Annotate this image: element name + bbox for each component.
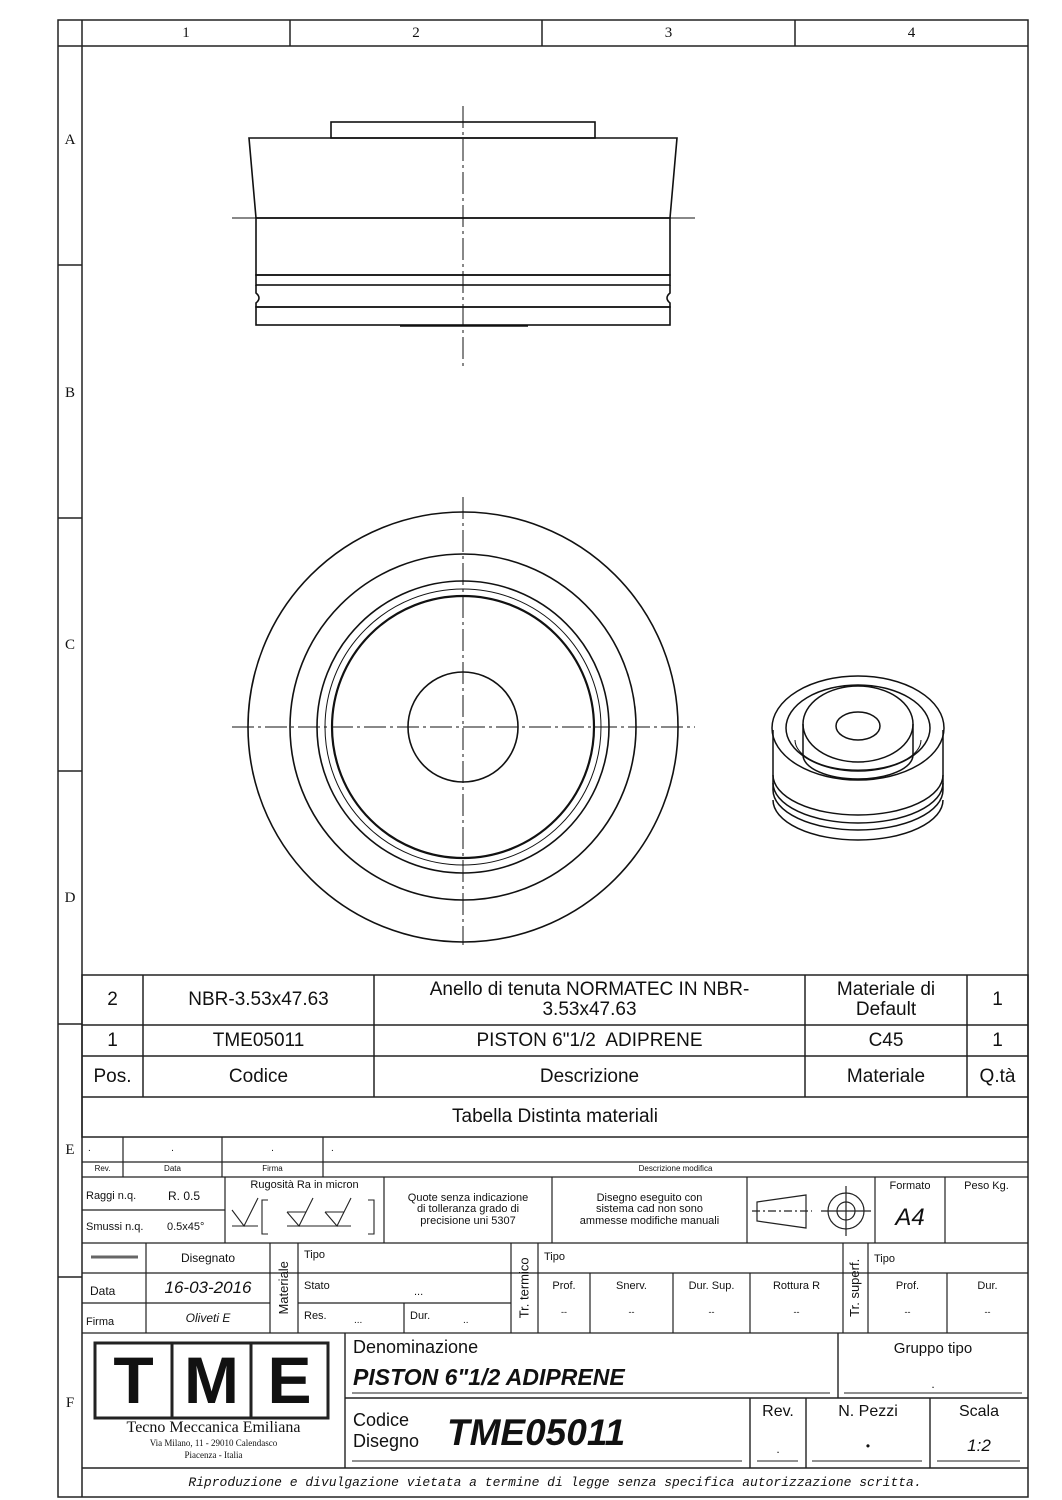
codice-label-2: Disegno <box>353 1431 420 1451</box>
bom-header-qty: Q.tà <box>979 1065 1016 1087</box>
quote-note-line3: precisione uni 5307 <box>420 1214 516 1227</box>
rev-label: Rev. <box>762 1402 794 1420</box>
scala-label: Scala <box>958 1402 1000 1420</box>
revision-desc-value: . <box>331 1143 334 1155</box>
bom-row-2-desc-line1: Anello di tenuta NORMATEC IN NBR- <box>429 979 750 1001</box>
bom-row-2-qty: 1 <box>992 989 1003 1011</box>
bom-row-1-material: C45 <box>868 1029 904 1051</box>
materiale-label-cell <box>270 1243 298 1333</box>
res-label: Res. <box>304 1310 327 1322</box>
superf-label-cell <box>843 1243 868 1333</box>
termico-rottura-label: Rottura R <box>772 1280 821 1293</box>
zone-row-f: F <box>65 1394 75 1411</box>
bom-row-2-material <box>805 975 967 1025</box>
tipo-label: Tipo <box>304 1249 325 1261</box>
peso-label: Peso Kg. <box>964 1180 1009 1193</box>
bom-title: Tabella Distinta materiali <box>452 1106 658 1128</box>
cad-note <box>552 1180 747 1240</box>
dur-label: Dur. <box>410 1310 431 1322</box>
bom-header-code: Codice <box>228 1065 289 1087</box>
bom-header-pos: Pos. <box>93 1065 132 1087</box>
stato-label: Stato <box>304 1280 330 1292</box>
npezzi-label: N. Pezzi <box>838 1402 898 1420</box>
bom-header-desc: Descrizione <box>539 1065 640 1087</box>
roughness-symbols <box>232 1198 374 1234</box>
zone-row-c: C <box>64 636 75 653</box>
zone-col-1: 1 <box>182 24 190 41</box>
termico-dursup-label: Dur. Sup. <box>688 1280 735 1293</box>
cad-note-line1: Disegno eseguito con <box>596 1191 703 1204</box>
termico-dursup-value: -- <box>708 1307 715 1318</box>
denominazione-value: PISTON 6"1/2 ADIPRENE <box>353 1364 625 1390</box>
raggi-value: R. 0.5 <box>168 1189 201 1203</box>
termico-rottura-value: -- <box>793 1307 800 1318</box>
codice-value: TME05011 <box>447 1412 626 1453</box>
revision-header-firma: Firma <box>262 1164 283 1174</box>
superf-dur-label: Dur. <box>977 1280 998 1293</box>
company-name: Tecno Meccanica Emiliana <box>126 1419 301 1437</box>
bom-row-1-desc: PISTON 6"1/2 ADIPRENE <box>476 1029 703 1051</box>
formato-label: Formato <box>889 1180 931 1193</box>
quote-note-line2: di tolleranza grado di <box>416 1203 520 1216</box>
piston-isometric-view <box>772 676 944 840</box>
disegnato-label: Disegnato <box>180 1250 236 1265</box>
zone-row-e: E <box>65 1141 75 1158</box>
quote-note <box>384 1180 552 1240</box>
cad-note-line2: sistema cad non sono <box>595 1203 703 1216</box>
res-value: ... <box>354 1315 363 1326</box>
bom-row-2-material-line1: Materiale di <box>836 979 936 1001</box>
zone-col-2: 2 <box>412 24 420 41</box>
stato-value: ... <box>414 1286 424 1298</box>
rev-value: . <box>776 1441 780 1456</box>
company-address-2: Piacenza - Italia <box>184 1450 243 1461</box>
firma-value: Oliveti E <box>185 1310 231 1325</box>
formato-value: A4 <box>895 1204 925 1232</box>
quote-note-line1: Quote senza indicazione <box>407 1191 529 1204</box>
logo-letter-t: T <box>113 1342 154 1417</box>
zone-row-d: D <box>64 889 76 906</box>
gruppo-label: Gruppo tipo <box>893 1340 973 1358</box>
superf-label: Tr. superf. <box>847 1258 863 1318</box>
termico-label: Tr. termico <box>516 1257 532 1319</box>
raggi-label: Raggi n.q. <box>86 1190 137 1202</box>
superf-tipo-label: Tipo <box>874 1253 895 1265</box>
data-value: 16-03-2016 <box>164 1278 252 1298</box>
superf-dur-value: -- <box>984 1307 991 1318</box>
cad-note-line3: ammesse modifiche manuali <box>579 1214 720 1227</box>
bom-row-2-material-line2: Default <box>855 999 917 1020</box>
termico-snerv-value: -- <box>628 1307 635 1318</box>
npezzi-value: • <box>865 1438 871 1453</box>
termico-tipo-label: Tipo <box>544 1251 565 1263</box>
bom-row-1-qty: 1 <box>992 1029 1003 1051</box>
revision-header-desc: Descrizione modifica <box>638 1164 713 1174</box>
revision-data-value: . <box>171 1143 174 1155</box>
company-address-1: Via Milano, 11 - 29010 Calendasco <box>149 1438 278 1449</box>
bom-row-2-code: NBR-3.53x47.63 <box>188 989 329 1011</box>
bom-row-1-code: TME05011 <box>212 1029 305 1051</box>
revision-firma-value: . <box>271 1143 274 1155</box>
footer-note: Riproduzione e divulgazione vietata a termine di legge senza specifica autorizzazione scritta. <box>188 1475 922 1491</box>
revision-header-rev: Rev. <box>94 1164 111 1174</box>
gruppo-value: . <box>931 1376 935 1391</box>
termico-snerv-label: Snerv. <box>616 1280 647 1293</box>
codice-label-1: Codice <box>353 1410 410 1430</box>
scala-value: 1:2 <box>967 1436 991 1456</box>
bom-row-1-pos: 1 <box>107 1029 118 1051</box>
materiale-label: Materiale <box>276 1261 292 1315</box>
revision-rev-value: . <box>88 1143 91 1155</box>
data-label: Data <box>90 1284 116 1298</box>
zone-col-3: 3 <box>664 24 673 41</box>
bom-row-2-desc-line2: 3.53x47.63 <box>542 999 637 1020</box>
rugosita-label: Rugosità Ra in micron <box>250 1179 359 1192</box>
bom-row-2-pos: 2 <box>107 989 118 1011</box>
superf-prof-label: Prof. <box>895 1280 920 1293</box>
termico-label-cell <box>511 1243 538 1333</box>
smussi-label: Smussi n.q. <box>86 1221 144 1233</box>
zone-col-4: 4 <box>907 24 916 41</box>
bom-header-material: Materiale <box>846 1065 926 1087</box>
firma-label: Firma <box>86 1316 115 1328</box>
logo-letter-m: M <box>184 1342 239 1417</box>
bom-row-2-desc <box>374 975 805 1025</box>
termico-prof-label: Prof. <box>552 1280 576 1293</box>
termico-prof-value: -- <box>561 1307 567 1318</box>
revision-header-data: Data <box>164 1164 181 1174</box>
zone-row-a: A <box>64 131 76 148</box>
projection-symbol <box>752 1186 871 1236</box>
logo-letter-e: E <box>267 1342 312 1417</box>
zone-row-b: B <box>64 384 75 401</box>
superf-prof-value: -- <box>904 1307 911 1318</box>
dur-value: .. <box>463 1315 469 1326</box>
denominazione-label: Denominazione <box>353 1337 479 1357</box>
smussi-value: 0.5x45° <box>167 1221 205 1233</box>
